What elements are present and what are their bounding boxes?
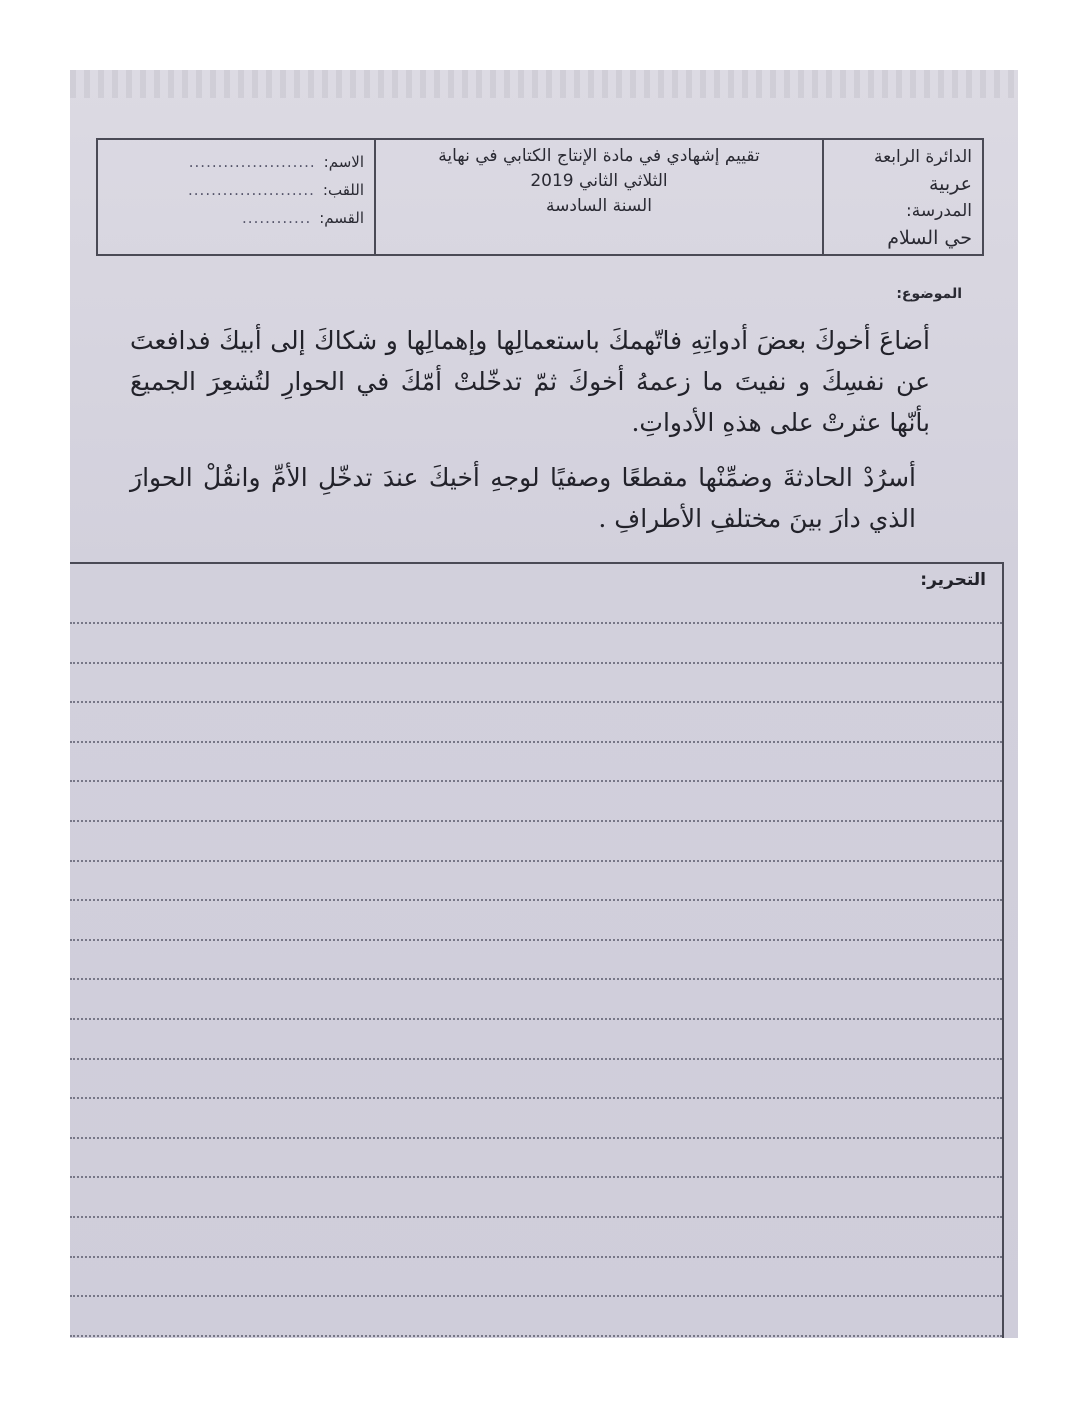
writing-label: التحرير:: [920, 570, 986, 590]
writing-line: [70, 1097, 1002, 1099]
writing-line: [70, 1256, 1002, 1258]
name-label: الاسم:: [323, 153, 364, 171]
school-label: المدرسة:: [906, 201, 972, 221]
writing-line: [70, 860, 1002, 862]
topic-paragraph-2: أسرُدْ الحادثةَ وضمِّنْها مقطعًا وصفيًا لوجهِ أخيكَ عندَ تدخّلِ الأمِّ وانقُلْ الحوارَ الذي دارَ بينَ مختلفِ الأطرافِ .: [130, 463, 916, 533]
writing-line: [70, 662, 1002, 664]
writing-line: [70, 1018, 1002, 1020]
writing-line: [70, 820, 1002, 822]
writing-line: [70, 1058, 1002, 1060]
exam-title-line3: السنة السادسة: [546, 196, 652, 216]
class-field[interactable]: ............: [242, 209, 312, 227]
writing-line: [70, 1216, 1002, 1218]
district-line1: الدائرة الرابعة: [873, 147, 972, 167]
school-info-cell: [822, 140, 982, 254]
writing-line: [70, 1295, 1002, 1297]
school-name: حي السلام: [887, 227, 972, 249]
writing-line: [70, 1176, 1002, 1178]
surname-field[interactable]: ......................: [188, 181, 315, 199]
header-table: [96, 138, 984, 256]
surname-row: [104, 176, 364, 204]
name-row: [104, 148, 364, 176]
writing-line: [70, 741, 1002, 743]
exam-title-cell: [374, 140, 822, 254]
exam-title-line2: الثلاثي الثاني 2019: [530, 171, 668, 191]
district-line2: عربية: [928, 173, 972, 195]
topic-prompt: [130, 320, 930, 553]
writing-line: [70, 939, 1002, 941]
writing-line: [70, 1137, 1002, 1139]
writing-line: [70, 899, 1002, 901]
topic-paragraph-1: أضاعَ أخوكَ بعضَ أدواتِهِ فاتّهمكَ باستعمالِها وإهمالِها و شكاكَ إلى أبيكَ فدافعتَ عن نفسِكَ و نفيتَ ما زعمهُ أخوكَ ثمّ تدخّلتْ أمّكَ في الحوارِ لتُشعِرَ الجميعَ بأنّها عثرتْ على هذهِ الأدواتِ.: [130, 326, 930, 437]
paper-edge: [70, 70, 1018, 98]
name-field[interactable]: ......................: [188, 153, 316, 171]
student-info-cell: [98, 140, 374, 254]
class-label: القسم:: [319, 209, 364, 227]
class-row: [104, 204, 364, 232]
surname-label: اللقب:: [322, 181, 364, 199]
writing-area[interactable]: [70, 562, 1004, 1338]
writing-line: [70, 1335, 1002, 1337]
writing-line: [70, 780, 1002, 782]
writing-line: [70, 701, 1002, 703]
topic-label: الموضوع:: [896, 286, 962, 302]
writing-line: [70, 978, 1002, 980]
exam-title-line1: تقييم إشهادي في مادة الإنتاج الكتابي في نهاية: [438, 146, 760, 166]
writing-line: [70, 622, 1002, 624]
exam-sheet: [70, 70, 1018, 1338]
